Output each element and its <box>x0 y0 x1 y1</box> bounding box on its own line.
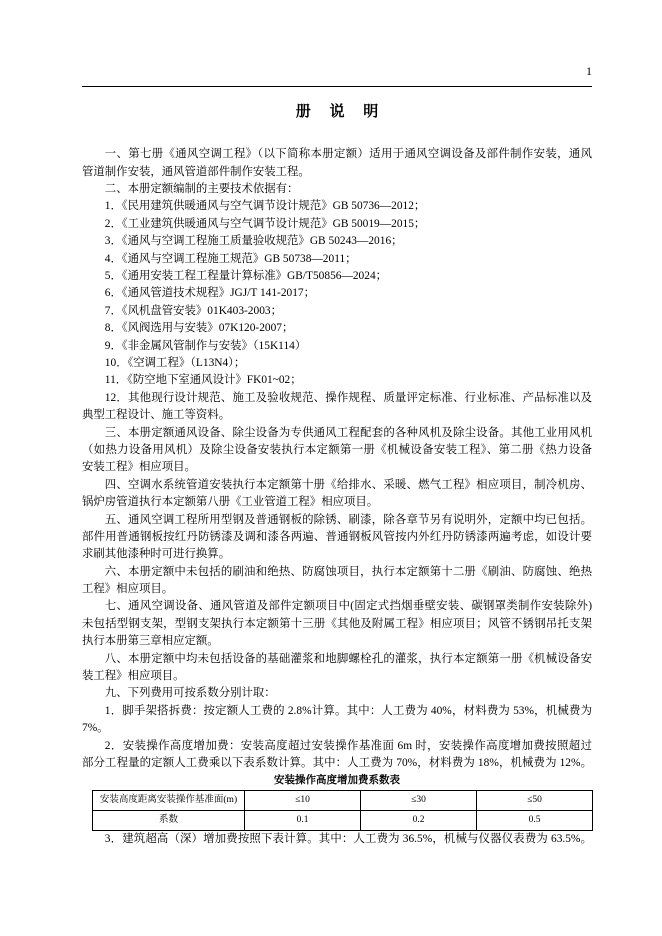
fee-item-2 <box>82 738 592 773</box>
paragraph-6 <box>82 564 592 599</box>
paragraph-line: 部件用普通钢板按红丹防锈漆及调和漆各两遍、普通钢板风管按内外红丹防锈漆两遍考虑，如设计要 <box>82 530 592 543</box>
paragraph-line: 四、空调水系统管道安装执行本定额第十册《给排水、采暖、燃气工程》相应项目，制冷机房、 <box>104 478 592 491</box>
table-cell: ≤30 <box>361 790 477 810</box>
page-number: 1 <box>586 64 592 78</box>
paragraph-line: 七、通风空调设备、通风管道及部件定额项目中(固定式挡烟垂壁安装、碳钢罩类制作安装除外) <box>104 600 592 613</box>
table-row <box>93 810 593 830</box>
basis-list <box>82 198 592 424</box>
paragraph-line: 六、本册定额中未包括的刷油和绝热、防腐蚀项目，执行本定额第十二册《刷油、防腐蚀、绝热 <box>104 565 592 578</box>
paragraph-line: 执行本册第三章相应定额。 <box>82 635 219 648</box>
list-item: 4．《通风与空调工程施工规范》GB 50738—2011； <box>104 252 357 265</box>
paragraph-line: 求刷其他漆种时可进行换算。 <box>82 548 231 561</box>
table-cell: 安装高度距离安装操作基准面(m) <box>93 790 245 810</box>
height-fee-coefficient-table <box>92 790 593 831</box>
paragraph-9 <box>82 685 592 702</box>
paragraph-4 <box>82 477 592 512</box>
list-item: 8．《风阀选用与安装》07K120-2007； <box>104 322 294 335</box>
header-rule <box>82 86 592 87</box>
paragraph-line: 装工程》相应项目。 <box>82 670 185 683</box>
table-cell: ≤10 <box>245 790 361 810</box>
paragraph-line: 八、本册定额中均未包括设备的基础灌浆和地脚螺栓孔的灌浆，执行本定额第一册《机械设备安 <box>104 652 592 665</box>
document-body <box>82 146 592 848</box>
list-item-continuation: 典型工程设计、施工等资料。 <box>82 409 231 422</box>
paragraph-5 <box>82 512 592 564</box>
table-cell: 0.1 <box>245 810 361 830</box>
paragraph-line: 锅炉房管道执行本定额第八册《工业管道工程》相应项目。 <box>82 496 379 509</box>
paragraph-line: 2．安装操作高度增加费：安装高度超过安装操作基准面 6m 时，安装操作高度增加费按照超过 <box>104 739 592 752</box>
table-header-row <box>93 790 593 810</box>
paragraph-1 <box>82 146 592 181</box>
paragraph-3 <box>82 425 592 477</box>
paragraph-line: 三、本册定额通风设备、除尘设备为专供通风工程配套的各种风机及除尘设备。其他工业用风机 <box>104 426 592 439</box>
paragraph-line: 工程》相应项目。 <box>82 583 174 596</box>
paragraph-2 <box>82 181 592 198</box>
paragraph-line: 二、本册定额编制的主要技术依据有： <box>104 183 299 196</box>
table-cell: ≤50 <box>477 790 593 810</box>
list-item: 3．《通风与空调工程施工质量验收规范》GB 50243—2016； <box>104 235 403 248</box>
fee-item-1 <box>82 703 592 738</box>
page-title: 册 说 明 <box>295 104 379 120</box>
paragraph-line: 安装工程》相应项目。 <box>82 461 196 474</box>
paragraph-line: 一、第七册《通风空调工程》（以下简称本册定额）适用于通风空调设备及部件制作安装，通风 <box>104 148 592 161</box>
paragraph-line: （如热力设备用风机）及除尘设备安装执行本定额第一册《机械设备安装工程》、第二册《热力设备 <box>82 443 592 456</box>
paragraph-line: 九、下列费用可按系数分别计取： <box>104 687 276 700</box>
list-item: 6．《通风管道技术规程》JGJ/T 141-2017； <box>104 287 315 300</box>
paragraph-line: 五、通风空调工程所用型钢及普通钢板的除锈、刷漆，除各章节另有说明外，定额中均已包括。 <box>104 513 592 526</box>
paragraph-line: 管道制作安装，通风管道部件制作安装工程。 <box>82 165 310 178</box>
list-item: 1．《民用建筑供暖通风与空气调节设计规范》GB 50736—2012； <box>104 200 426 213</box>
list-item: 11．《防空地下室通风设计》FK01~02； <box>104 374 302 387</box>
table-title: 安装操作高度增加费系数表 <box>274 775 400 787</box>
paragraph-line: 部分工程量的定额人工费乘以下表系数计算。其中：人工费为 70%，材料费为 18%，机械费为 12%。 <box>82 756 592 769</box>
paragraph-7 <box>82 598 592 650</box>
list-item: 12．其他现行设计规范、施工及验收规范、操作规程、质量评定标准、行业标准、产品标准以及 <box>104 391 592 404</box>
paragraph-8 <box>82 651 592 686</box>
table-cell: 0.5 <box>477 810 593 830</box>
paragraph-line: 1．脚手架搭拆费：按定额人工费的 2.8%计算。其中：人工费为 40%，材料费为 53%，机械费为 <box>104 704 592 717</box>
list-item: 7．《风机盘管安装》01K403-2003； <box>104 304 282 317</box>
fee-item-3 <box>82 831 592 848</box>
list-item: 9．《非金属风管制作与安装》（15K114） <box>104 339 307 352</box>
list-item: 5．《通用安装工程工程量计算标准》GB/T50856—2024； <box>104 270 388 283</box>
table-cell: 0.2 <box>361 810 477 830</box>
paragraph-line: 7%。 <box>82 722 109 735</box>
paragraph-line: 3．建筑超高（深）增加费按照下表计算。其中：人工费为 36.5%，机械与仪器仪表费为 63.5%。 <box>104 832 592 845</box>
paragraph-line: 未包括型钢支架，型钢支架执行本定额第十三册《其他及附属工程》相应项目；风管不锈钢吊托支架 <box>82 617 592 630</box>
list-item: 2．《工业建筑供暖通风与空气调节设计规范》GB 50019—2015； <box>104 217 426 230</box>
table-cell: 系数 <box>93 810 245 830</box>
list-item: 10．《空调工程》（L13N4）； <box>104 356 246 369</box>
